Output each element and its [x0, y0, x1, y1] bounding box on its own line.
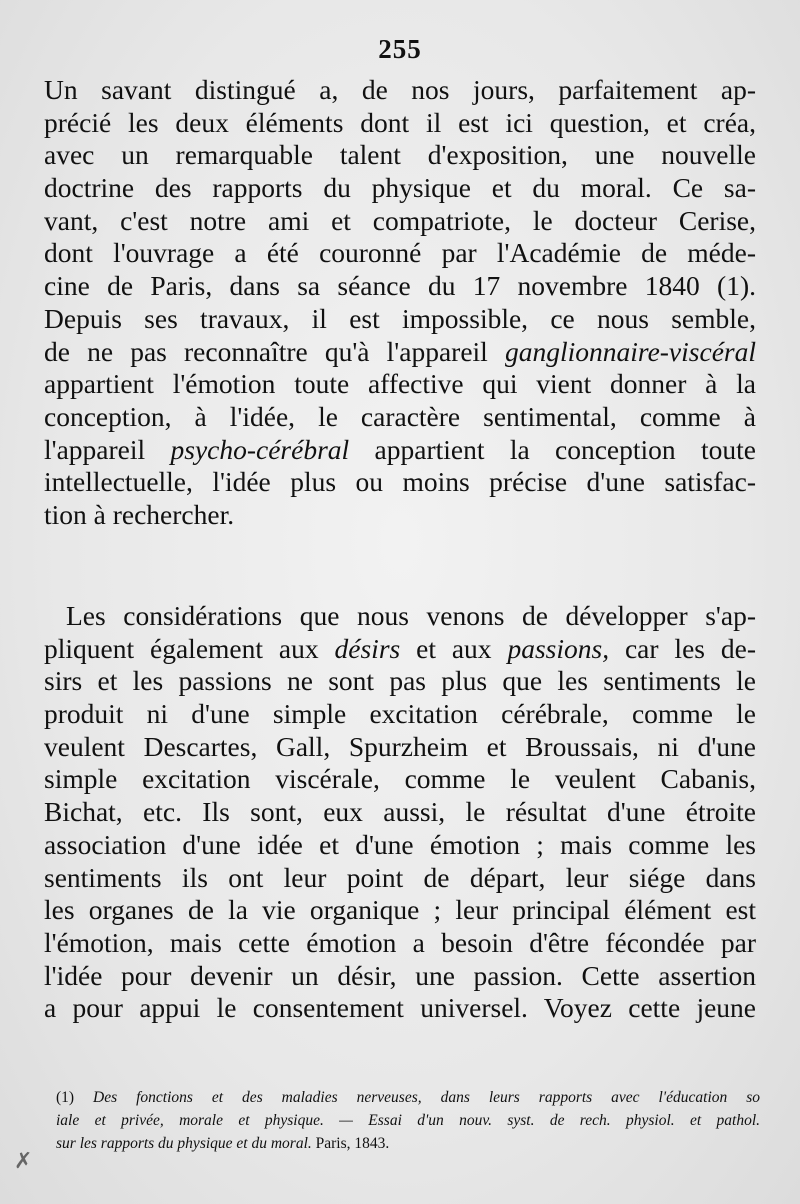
text-line: simple excitation viscérale, comme le veulent Cabanis, — [44, 763, 756, 795]
text-line: tion à rechercher. — [44, 498, 235, 530]
text-line: Les considérations que nous venons de développer s'ap- — [66, 600, 756, 631]
margin-mark: ✗ — [14, 1148, 33, 1173]
text-line: sirs et les passions ne sont pas plus que les sentiments le — [44, 665, 756, 697]
text-line: dont l'ouvrage a été couronné par l'Académie de méde- — [44, 237, 756, 269]
text-line: l'appareil psycho-cérébral appartient la conception toute — [44, 433, 756, 465]
text-line: appartient l'émotion toute affective qui vient donner à la — [44, 368, 756, 400]
text-line: Bichat, etc. Ils sont, eux aussi, le résultat d'une étroite — [44, 796, 756, 828]
paragraph-2 — [44, 600, 756, 1025]
footnote — [56, 1086, 760, 1155]
footnote-line: iale et privée, morale et physique. — Essai d'un nouv. syst. de rech. physiol. et pathol. — [56, 1112, 760, 1129]
text-line: doctrine des rapports du physique et du moral. Ce sa- — [44, 172, 756, 204]
text-line: de ne pas reconnaître qu'à l'appareil ganglionnaire-viscéral — [44, 335, 756, 367]
text-line: conception, à l'idée, le caractère sentimental, comme à — [44, 400, 756, 432]
text-line: sentiments ils ont leur point de départ, leur siége dans — [44, 861, 756, 893]
page-number: 255 — [378, 34, 422, 64]
text-line: association d'une idée et d'une émotion ; mais comme les — [44, 828, 756, 860]
text-line: cine de Paris, dans sa séance du 17 novembre 1840 (1). — [44, 270, 756, 302]
text-line: intellectuelle, l'idée plus ou moins précise d'une satisfac- — [44, 466, 756, 498]
text-line: Un savant distingué a, de nos jours, parfaitement ap- — [44, 74, 756, 105]
text-line: avec un remarquable talent d'exposition, une nouvelle — [44, 139, 756, 171]
text-line: l'émotion, mais cette émotion a besoin d'être fécondée par — [44, 926, 756, 958]
text-line: produit ni d'une simple excitation cérébrale, comme le — [44, 698, 756, 730]
text-line: Depuis ses travaux, il est impossible, ce nous semble, — [44, 302, 756, 334]
footnote-line: sur les rapports du physique et du moral. Paris, 1843. — [56, 1135, 390, 1152]
footnote-line: (1) Des fonctions et des maladies nerveuses, dans leurs rapports avec l'éducation so — [56, 1089, 760, 1106]
text-line: a pour appui le consentement universel. Voyez cette jeune — [44, 992, 756, 1024]
text-line: les organes de la vie organique ; leur principal élément est — [44, 894, 756, 926]
text-line: l'idée pour devenir un désir, une passion. Cette assertion — [44, 959, 756, 991]
text-line: pliquent également aux désirs et aux passions, car les de- — [44, 632, 756, 664]
text-line: vant, c'est notre ami et compatriote, le docteur Cerise, — [44, 204, 756, 236]
text-line: veulent Descartes, Gall, Spurzheim et Broussais, ni d'une — [44, 730, 756, 762]
paragraph-1 — [44, 74, 756, 532]
text-line: précié les deux éléments dont il est ici question, et créa, — [44, 106, 756, 138]
